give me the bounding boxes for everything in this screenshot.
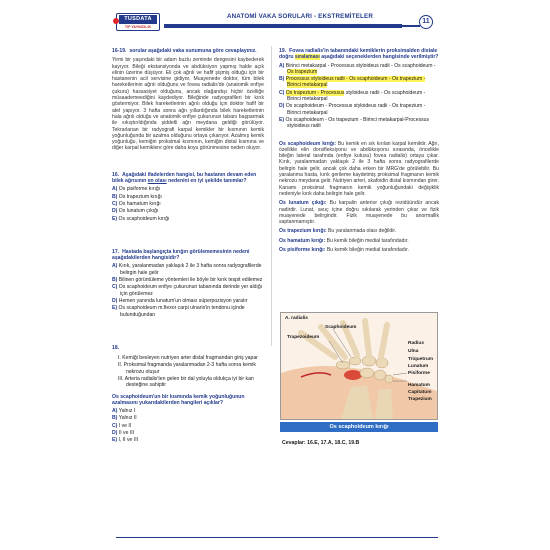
figure-label-radius: Radius bbox=[408, 341, 424, 346]
option-text: Os scaphoideum - Os trapezium - Birinci metakarpal-Processus styloideus radii bbox=[285, 116, 430, 130]
answer-option[interactable] bbox=[112, 263, 264, 276]
option-letter: B) bbox=[279, 76, 285, 83]
option-text: I ve II bbox=[118, 422, 132, 429]
option-letter: A) bbox=[112, 263, 118, 270]
figure-label-hamatum: Hamatum bbox=[408, 383, 430, 388]
option-highlight: Os trapezium - Processus bbox=[285, 89, 345, 96]
answer-option[interactable] bbox=[112, 277, 264, 283]
option-highlight: Processus styloideus radii - Os scaphoideum - Os trapezium - Birinci metakarpal bbox=[285, 76, 426, 89]
option-text: Os trapezium kırığı bbox=[118, 193, 162, 200]
option-text: Os hamatum kırığı bbox=[118, 200, 161, 207]
answer-option[interactable] bbox=[112, 216, 264, 222]
option-letter: B) bbox=[112, 415, 118, 422]
answer-option[interactable] bbox=[112, 284, 264, 297]
option-letter: C) bbox=[279, 89, 285, 96]
option-letter: A) bbox=[279, 62, 285, 69]
question-prompt: Os scaphoideum'un bir kısmında kemik yoğunluğunun azalmasını yukarıdakilerden hangileri açıklar? bbox=[112, 393, 245, 406]
statement-list bbox=[112, 355, 264, 388]
option-text: Os scaphoideum - Processus styloideus radii - Os trapezium - Birinci metakarpal bbox=[285, 103, 426, 116]
option-letter: E) bbox=[279, 116, 285, 123]
answer-option[interactable] bbox=[112, 430, 264, 436]
wrist-anatomy-figure bbox=[280, 312, 438, 420]
question-heading: 18. bbox=[112, 344, 120, 351]
statement-item: II. Proksimal fragmanda yaralanmadan 2-3 hafta sonra kemik nekrozu oluşur bbox=[118, 362, 256, 375]
answer-option[interactable] bbox=[112, 305, 264, 318]
option-list bbox=[112, 186, 264, 221]
option-letter: E) bbox=[112, 215, 118, 222]
footer-line bbox=[116, 537, 438, 538]
option-letter: B) bbox=[112, 277, 118, 284]
figure-label-trapezium: Trapezium bbox=[408, 397, 432, 402]
option-letter: D) bbox=[279, 103, 285, 110]
explanation-scaphoid: Os scaphoideum kırığı: Bu kemik en sık kırılan karpal kemiktir. Ağrı, özellikle elin dorsifleksiyonu ve abdüksiyonu sırasında, öncelikle bileğin lateral tarafında (enfiye kutusu) fovea radialis) ortaya çıkar. Kırık, yaralanmadan yaklaşık 2 ile 3 hafta sonra radyografilerde belirgin hale gelir, ancak çok daha erken bir MRG'de görülebilir. Bu yaralanma hasta, kırık gerileme kaydetmiş proksimal fragmanın kemik nekrozu meydana gelir. Nutriyen arteri, skafoidin distal kısmından girer. Kanamı proksimal fragmanın kemik yoğunluğundaki değişiklik nedeniyle kırık daha belirgin hale gelir. bbox=[279, 140, 440, 197]
question-heading: 16-19. sorular aşağıdaki vaka sunumuna göre cevaplayınız. bbox=[112, 48, 257, 54]
logo-main-text: TUSDATA bbox=[119, 15, 157, 24]
figure-label-capitatum: Capitatum bbox=[408, 390, 432, 395]
question-heading: 17. Hastada başlangıçta kırığın görülememesinin nedeni aşağıdakilerden hangisidir? bbox=[112, 248, 250, 262]
option-list bbox=[279, 63, 439, 130]
explanation-pisiforme: Os pisiforme kırığı: Bu kemik bileğin medial tarafındadır. bbox=[279, 247, 409, 254]
option-text: Birinci metakarpal - Processus styloideus radii - Os scaphoideum - bbox=[285, 62, 436, 69]
figure-label-pisiforme: Pisiforme bbox=[408, 371, 430, 376]
answer-option[interactable] bbox=[279, 103, 439, 116]
publisher-logo bbox=[116, 13, 160, 31]
option-text: Yalnız I bbox=[118, 408, 136, 415]
answer-option[interactable] bbox=[279, 117, 439, 130]
option-highlight: Os trapezium bbox=[287, 68, 318, 75]
figure-label-trapezoideum: Trapezoideum bbox=[287, 335, 320, 340]
answer-option[interactable] bbox=[112, 194, 264, 200]
statement-item: I. Kemiği besleyen nutriyen arter distal fragmandan giriş yapar bbox=[118, 355, 258, 362]
option-text: II ve III bbox=[118, 430, 135, 437]
answer-option[interactable] bbox=[112, 408, 264, 414]
explanation bbox=[279, 141, 439, 254]
option-letter: E) bbox=[112, 437, 118, 444]
question-heading: 19. Fovea radialis'in tabanındaki kemiklerin proksimalden distale doğru sıralaması aşağıdaki seçeneklerden hangisinde verilmiştir? bbox=[279, 48, 439, 61]
option-text: Kırık, yaralanmadan yaklaşık 2 ile 3 hafta sonra radyografilerde belirgin hale gelir bbox=[118, 263, 262, 276]
answer-option[interactable] bbox=[279, 76, 439, 89]
page-number-connector bbox=[402, 25, 420, 27]
page-number: 11 bbox=[419, 15, 433, 29]
question-16 bbox=[112, 172, 264, 222]
question-19 bbox=[279, 48, 439, 130]
figure-label-triquetrum: Triquetrum bbox=[408, 357, 434, 362]
option-text: Hemen yanında lunatum'un olması süperpozisyon yaratır bbox=[118, 297, 248, 304]
answer-option[interactable] bbox=[112, 415, 264, 421]
option-list bbox=[112, 408, 264, 443]
figure-caption: Os scaphoideum kırığı bbox=[280, 422, 438, 432]
answer-key: Cevaplar: 16.E, 17.A, 18.C, 19.B bbox=[282, 440, 360, 446]
option-letter: D) bbox=[112, 208, 118, 215]
figure-label-scaphoideum: Scaphoideum bbox=[325, 325, 357, 330]
answer-option[interactable] bbox=[112, 437, 264, 443]
option-letter: D) bbox=[112, 430, 118, 437]
column-divider bbox=[271, 46, 272, 346]
option-letter: A) bbox=[112, 408, 118, 415]
answer-option[interactable] bbox=[112, 186, 264, 192]
figure-label-a-radialis: A. radialis bbox=[285, 316, 308, 321]
figure-label-lunatum: Lunatum bbox=[408, 364, 429, 369]
option-text: Os scaphoideum enfiye çukurunun tabanında derinde yer aldığı için görülemez bbox=[118, 284, 263, 297]
answer-option[interactable] bbox=[112, 298, 264, 304]
option-text: Os pisiforme kırığı bbox=[118, 186, 161, 193]
answer-option[interactable] bbox=[112, 208, 264, 214]
right-column bbox=[279, 48, 439, 253]
statement-item: III. Arteria radialis'ten gelen bir dal yoluyla oldukça iyi bir kan desteğine sahiptir bbox=[118, 375, 254, 389]
option-letter: B) bbox=[112, 193, 118, 200]
question-heading: 16. Aşağıdaki ifadelerden hangisi, bu hastanın devam eden bilek ağrısının en olası nedenini en iyi şekilde tanımlar? bbox=[112, 171, 257, 185]
question-16-19-intro bbox=[112, 48, 264, 152]
option-letter: E) bbox=[112, 305, 118, 312]
option-text: Os lunatum çıkığı bbox=[118, 208, 159, 215]
explanation-trapezium: Os trapezium kırığı: Bu yaralanmada olası değildir. bbox=[279, 228, 397, 235]
option-letter: D) bbox=[112, 297, 118, 304]
answer-option[interactable] bbox=[279, 63, 439, 76]
answer-option[interactable] bbox=[112, 423, 264, 429]
option-text: Yalnız II bbox=[118, 415, 137, 422]
option-text: Os scaphoideum m.flexor carpi ulnaris'in tendonu içinde bulunduğundan bbox=[118, 305, 245, 318]
option-letter: C) bbox=[112, 200, 118, 207]
question-17 bbox=[112, 249, 264, 318]
option-text: Bilinen görüntüleme yöntemleri ile böyle bir kırık tespit edilemez bbox=[118, 277, 263, 284]
question-18 bbox=[112, 345, 264, 444]
header-band bbox=[164, 24, 402, 28]
option-text: styloideus radii - Os scaphoideum - Birinci metakarpal bbox=[287, 89, 426, 103]
option-letter: A) bbox=[112, 186, 118, 193]
page-header bbox=[0, 0, 550, 36]
answer-option[interactable] bbox=[112, 201, 264, 207]
left-column bbox=[112, 48, 264, 445]
case-text: Yirmi bir yaşındaki bir adam buzlu zeminde dengesini kaybederek kayıyor. Bileği ekstansiyonda ve abdüksiyon yapmış halde açık elinin üzerine düşüyor. Eli çok ağrılı ve hafif şişmiş olduğu için bir hastanenin acil servisine gidiyor. Muayenede doktor, tüm bilek hareketlerinin ağrılı olduğunu ve fovea radialis'de (anatomik enfiye çukuru) hassasiyet olduğunu, ancak olağandışı hiçbir özelliğe müsaademeediğini kaydediyor. Bileğinde radyografileri bir kırık göstermiyor. Bilek hareketlerinin ağrılı olduğu için doktor hafif bir atel yapıyor. 3 hafta sonra ağrı yıllardığında bilek hareketlerinin hala ağrılı olduğu ve anatomik enfiye çukurunun tabanı başparmak ile sıkıştırıldığında şiddetli ağrı meydana geldiği görülüyor. Tekrarlanan bir radyografi karpal kemikler bir kısmının kemik yoğunluğunda bir azalma olduğunu ortaya çıkarıyor. Azalmış kemik yoğunluğu, kemiğin proksimal kısmının, kemiğin distal kısmına ve diğer karpal kemiklere göre daha koyu görünmesine neden oluyor. bbox=[112, 57, 264, 152]
answer-option[interactable] bbox=[279, 90, 439, 103]
page-title: ANATOMİ VAKA SORULARI - EKSTREMİTELER bbox=[226, 13, 374, 20]
option-letter: C) bbox=[112, 422, 118, 429]
option-text: Os scaphoideum kırığı bbox=[118, 215, 170, 222]
option-text: I, II ve III bbox=[118, 437, 139, 444]
figure-label-ulna: Ulna bbox=[408, 349, 419, 354]
option-list bbox=[112, 263, 264, 317]
option-letter: C) bbox=[112, 284, 118, 291]
logo-sub-text: TIP YAYINCILIK bbox=[124, 25, 152, 29]
explanation-hamatum: Os hamatum kırığı: Bu kemik bileğin medial tarafındadır. bbox=[279, 237, 409, 244]
explanation-lunatum: Os lunatum çıkığı: Bu karpalin anterior çıkığı rezidüündür ancak nadirdir. Lunat, avuç içine doğru sıkılarak yerinden çıkar ve fizik muayenede belirgindir. Fizik muayenede bu anormallik saptanmamıştır. bbox=[279, 200, 440, 226]
